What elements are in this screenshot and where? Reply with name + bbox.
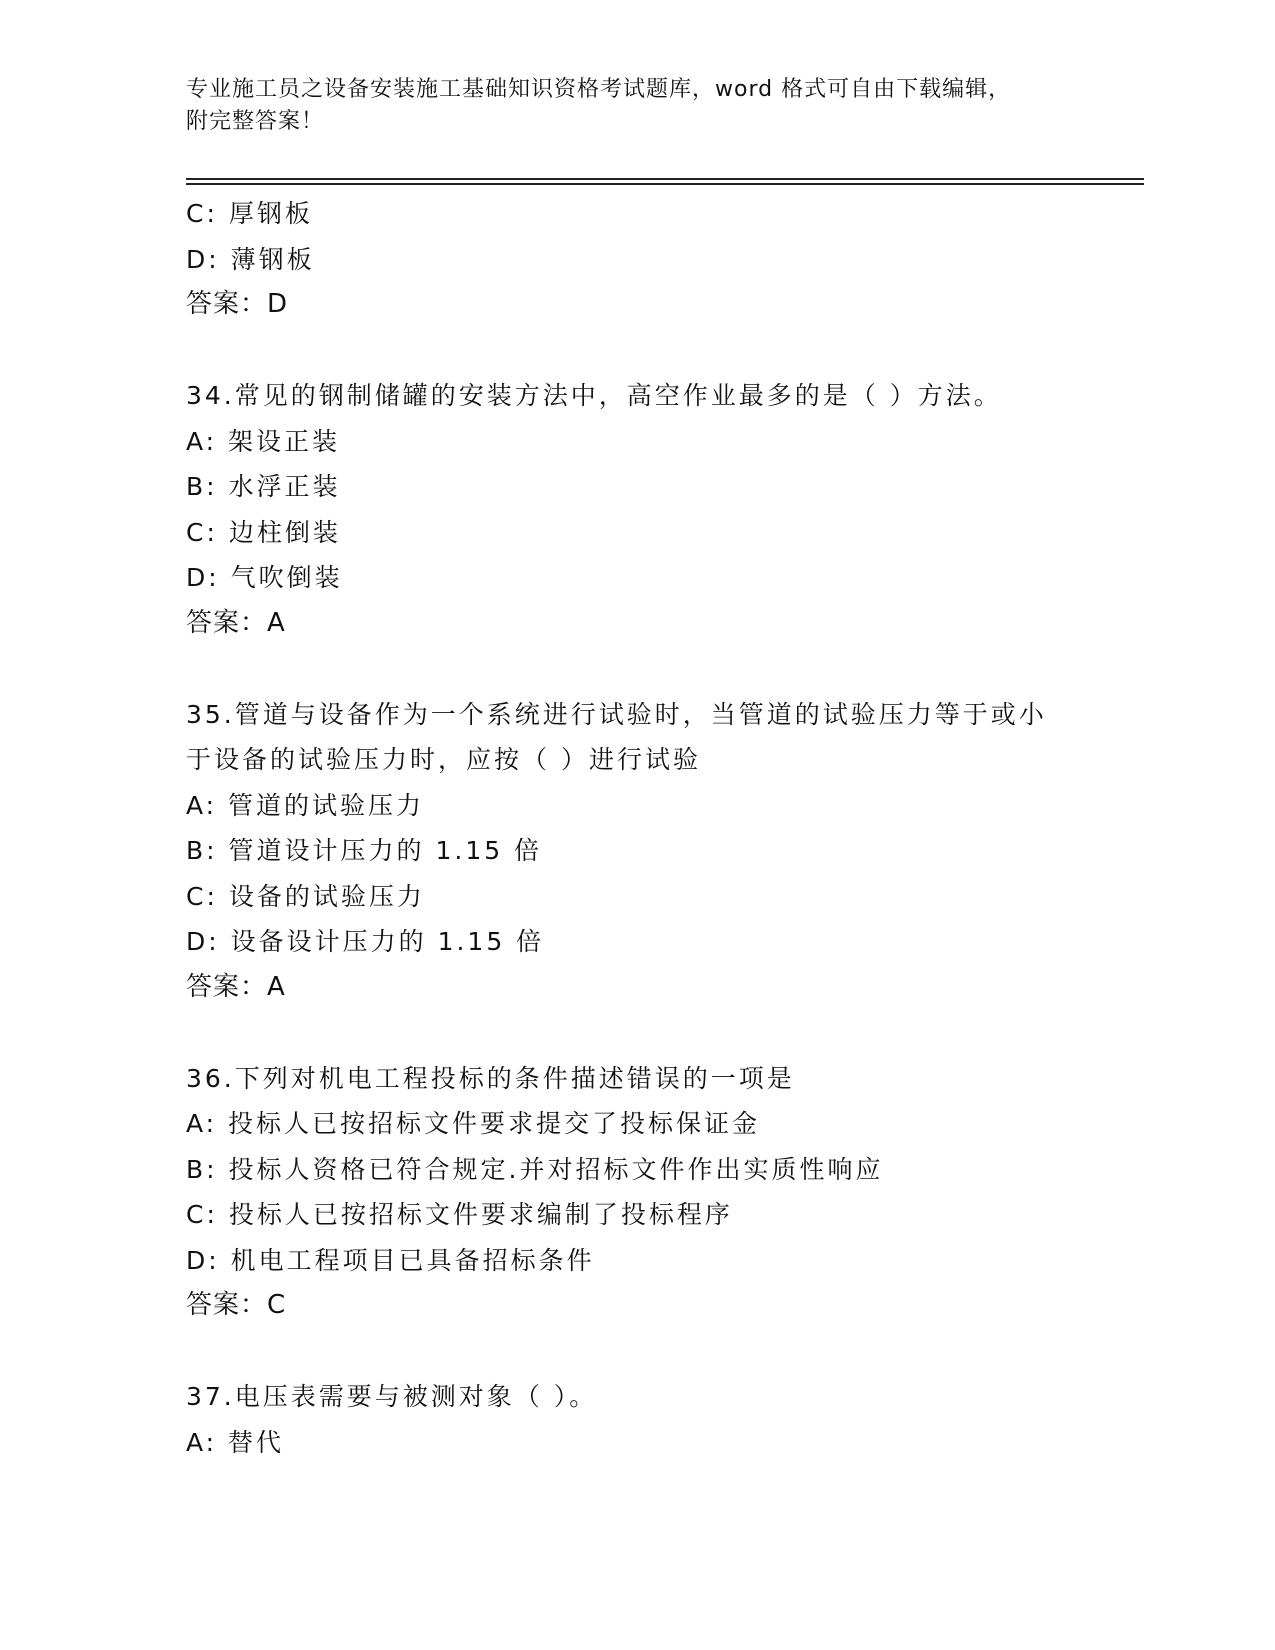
option-c: C: 设备的试验压力 bbox=[186, 881, 425, 911]
spacer bbox=[186, 1329, 1146, 1375]
header-line-2: 附完整答案！ bbox=[186, 109, 325, 134]
option-b: B: 管道设计压力的 1.15 倍 bbox=[186, 836, 543, 865]
option-a: A: 投标人已按招标文件要求提交了投标保证金 bbox=[186, 1109, 761, 1138]
option-c: C: 边柱倒装 bbox=[186, 517, 341, 547]
answer-line: 答案：A bbox=[186, 607, 286, 638]
answer-line: 答案：C bbox=[186, 1290, 287, 1320]
question-34 bbox=[186, 373, 1146, 646]
option-d: D: 气吹倒装 bbox=[186, 563, 343, 592]
option-b: B: 水浮正装 bbox=[186, 472, 341, 501]
question-35 bbox=[186, 692, 1146, 1011]
option-d: D: 薄钢板 bbox=[186, 244, 315, 274]
answer-line: 答案：A bbox=[186, 971, 286, 1002]
question-stem-continued: 于设备的试验压力时，应按（ ）进行试验 bbox=[186, 745, 701, 774]
option-c: C: 厚钢板 bbox=[186, 199, 313, 228]
answer-line: 答案：D bbox=[186, 289, 289, 319]
question-36 bbox=[186, 1056, 1146, 1329]
option-d: D: 机电工程项目已具备招标条件 bbox=[186, 1245, 595, 1275]
question-33-tail bbox=[186, 191, 1146, 328]
option-d: D: 设备设计压力的 1.15 倍 bbox=[186, 927, 545, 956]
spacer bbox=[186, 646, 1146, 692]
option-a: A: 替代 bbox=[186, 1427, 285, 1457]
question-37 bbox=[186, 1374, 1146, 1465]
header-line-1: 专业施工员之设备安装施工基础知识资格考试题库，word 格式可自由下载编辑， bbox=[186, 77, 1012, 102]
header-divider-top bbox=[186, 178, 1144, 180]
spacer bbox=[186, 1010, 1146, 1056]
option-b: B: 投标人资格已符合规定.并对招标文件作出实质性响应 bbox=[186, 1154, 884, 1184]
option-a: A: 管道的试验压力 bbox=[186, 790, 425, 820]
document-header bbox=[186, 74, 1086, 138]
question-stem: 35.管道与设备作为一个系统进行试验时，当管道的试验压力等于或小 bbox=[186, 699, 1047, 729]
question-stem: 37.电压表需要与被测对象（ ）。 bbox=[186, 1382, 598, 1411]
option-c: C: 投标人已按招标文件要求编制了投标程序 bbox=[186, 1200, 733, 1229]
question-list bbox=[186, 191, 1146, 1465]
spacer bbox=[186, 328, 1146, 374]
question-stem: 36.下列对机电工程投标的条件描述错误的一项是 bbox=[186, 1063, 795, 1093]
question-stem: 34.常见的钢制储罐的安装方法中，高空作业最多的是（ ）方法。 bbox=[186, 381, 1002, 410]
option-a: A: 架设正装 bbox=[186, 426, 341, 456]
header-divider-bottom bbox=[186, 183, 1144, 185]
